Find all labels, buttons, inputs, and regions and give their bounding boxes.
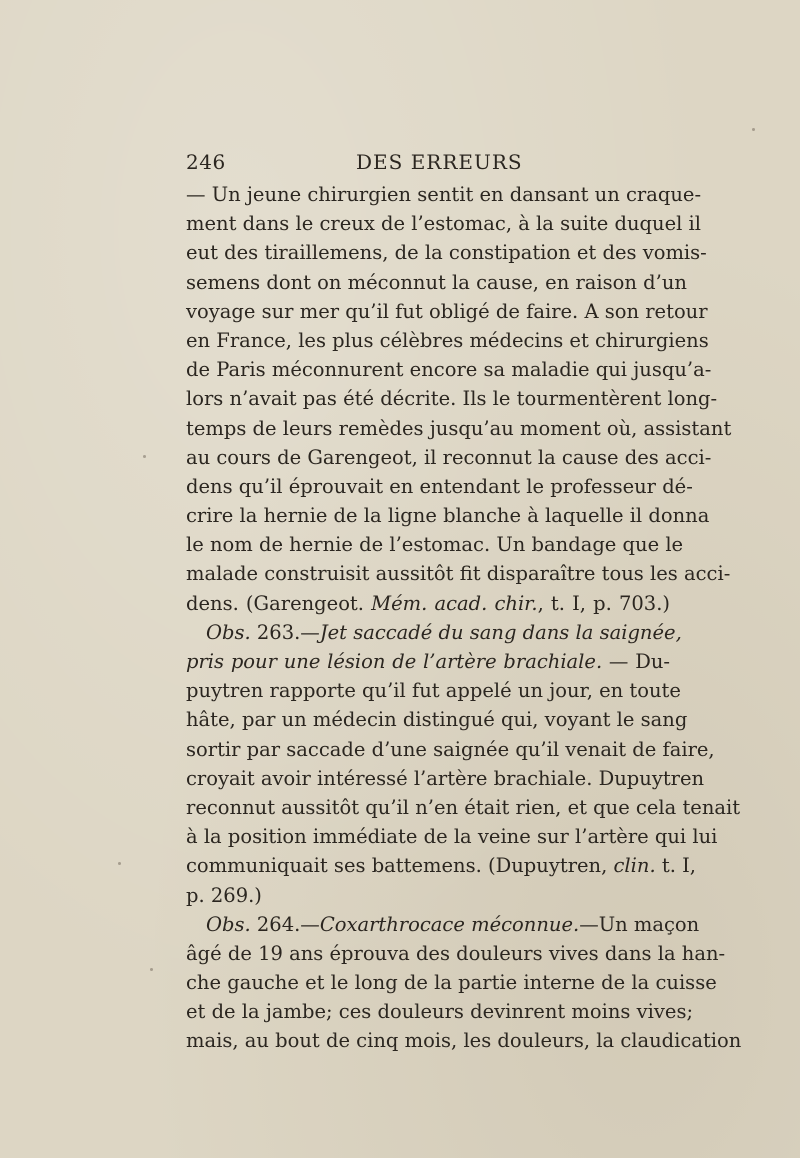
text-run: dens. (Garengeot. <box>186 591 372 615</box>
obs-label: Obs. <box>206 912 251 936</box>
text-line: lors n’avait pas été décrite. Ils le tourmentèrent long- <box>186 387 718 411</box>
obs-number: 263.— <box>250 620 320 644</box>
text-line: reconnut aussitôt qu’il n’en était rien, et que cela tenait <box>186 795 741 819</box>
italic-run: Mém. acad. chir. <box>371 591 538 615</box>
text-run: , t. I, p. 703.) <box>537 591 671 615</box>
text-line: crire la hernie de la ligne blanche à laquelle il donna <box>186 504 710 528</box>
text-line: âgé de 19 ans éprouva des douleurs vives dans la han- <box>186 941 726 965</box>
text-line: — Un jeune chirurgien sentit en dansant un craque- <box>186 183 702 206</box>
text-line: puytren rapporte qu’il fut appelé un jour, en toute <box>186 679 681 703</box>
paper-speck <box>143 455 146 458</box>
observation-heading-263 <box>186 618 682 647</box>
observation-heading-264 <box>186 910 700 939</box>
text-line: et de la jambe; ces douleurs devinrent moins vives; <box>186 1000 694 1024</box>
text-line: en France, les plus célèbres médecins et chirurgiens <box>186 328 709 352</box>
text-line: sortir par saccade d’une saignée qu’il venait de faire, <box>186 737 715 761</box>
text-line: à la position immédiate de la veine sur l’artère qui lui <box>186 825 718 849</box>
running-title: DES ERREURS <box>356 150 523 174</box>
page-header <box>186 150 670 178</box>
paper-speck <box>118 862 121 865</box>
observation-title-continued <box>186 647 670 676</box>
text-line: au cours de Garengeot, il reconnut la cause des acci- <box>186 445 712 469</box>
paper-speck <box>150 968 153 971</box>
text-line: mais, au bout de cinq mois, les douleurs, la claudication <box>186 1029 742 1053</box>
text-line: de Paris méconnurent encore sa maladie qui jusqu’a- <box>186 358 712 382</box>
text-line: voyage sur mer qu’il fut obligé de faire. A son retour <box>186 299 708 323</box>
body-text <box>186 180 742 1056</box>
obs-title: Coxarthrocace méconnue. <box>319 912 580 936</box>
text-run: —Un maçon <box>579 912 700 936</box>
obs-title: pris pour une lésion de l’artère brachiale. <box>186 650 603 673</box>
paper-speck <box>752 128 755 131</box>
text-line: ment dans le creux de l’estomac, à la suite duquel il <box>186 212 702 236</box>
text-line: temps de leurs remèdes jusqu’au moment où, assistant <box>186 416 732 440</box>
text-run: — Du- <box>602 650 670 673</box>
italic-run: clin. <box>613 854 656 878</box>
text-line-citation <box>186 589 670 618</box>
text-line: hâte, par un médecin distingué qui, voyant le sang <box>186 708 688 732</box>
text-line: eut des tiraillemens, de la constipation et des vomis- <box>186 241 707 265</box>
obs-label: Obs. <box>206 620 251 644</box>
text-line: dens qu’il éprouvait en entendant le professeur dé- <box>186 474 693 498</box>
text-line: che gauche et le long de la partie interne de la cuisse <box>186 971 717 995</box>
page-number: 246 <box>186 150 226 174</box>
text-run: communiquait ses battemens. (Dupuytren, <box>186 854 614 878</box>
text-line: malade construisit aussitôt fit disparaître tous les acci- <box>186 562 731 586</box>
text-line: p. 269.) <box>186 883 262 907</box>
text-run: t. I, <box>655 854 697 878</box>
text-line: semens dont on méconnut la cause, en raison d’un <box>186 270 687 294</box>
text-line-citation <box>186 851 697 880</box>
text-line: croyait avoir intéressé l’artère brachiale. Dupuytren <box>186 766 705 790</box>
text-line: le nom de hernie de l’estomac. Un bandage que le <box>186 533 684 557</box>
obs-number: 264.— <box>250 912 320 936</box>
obs-title: Jet saccadé du sang dans la saignée, <box>319 620 682 644</box>
